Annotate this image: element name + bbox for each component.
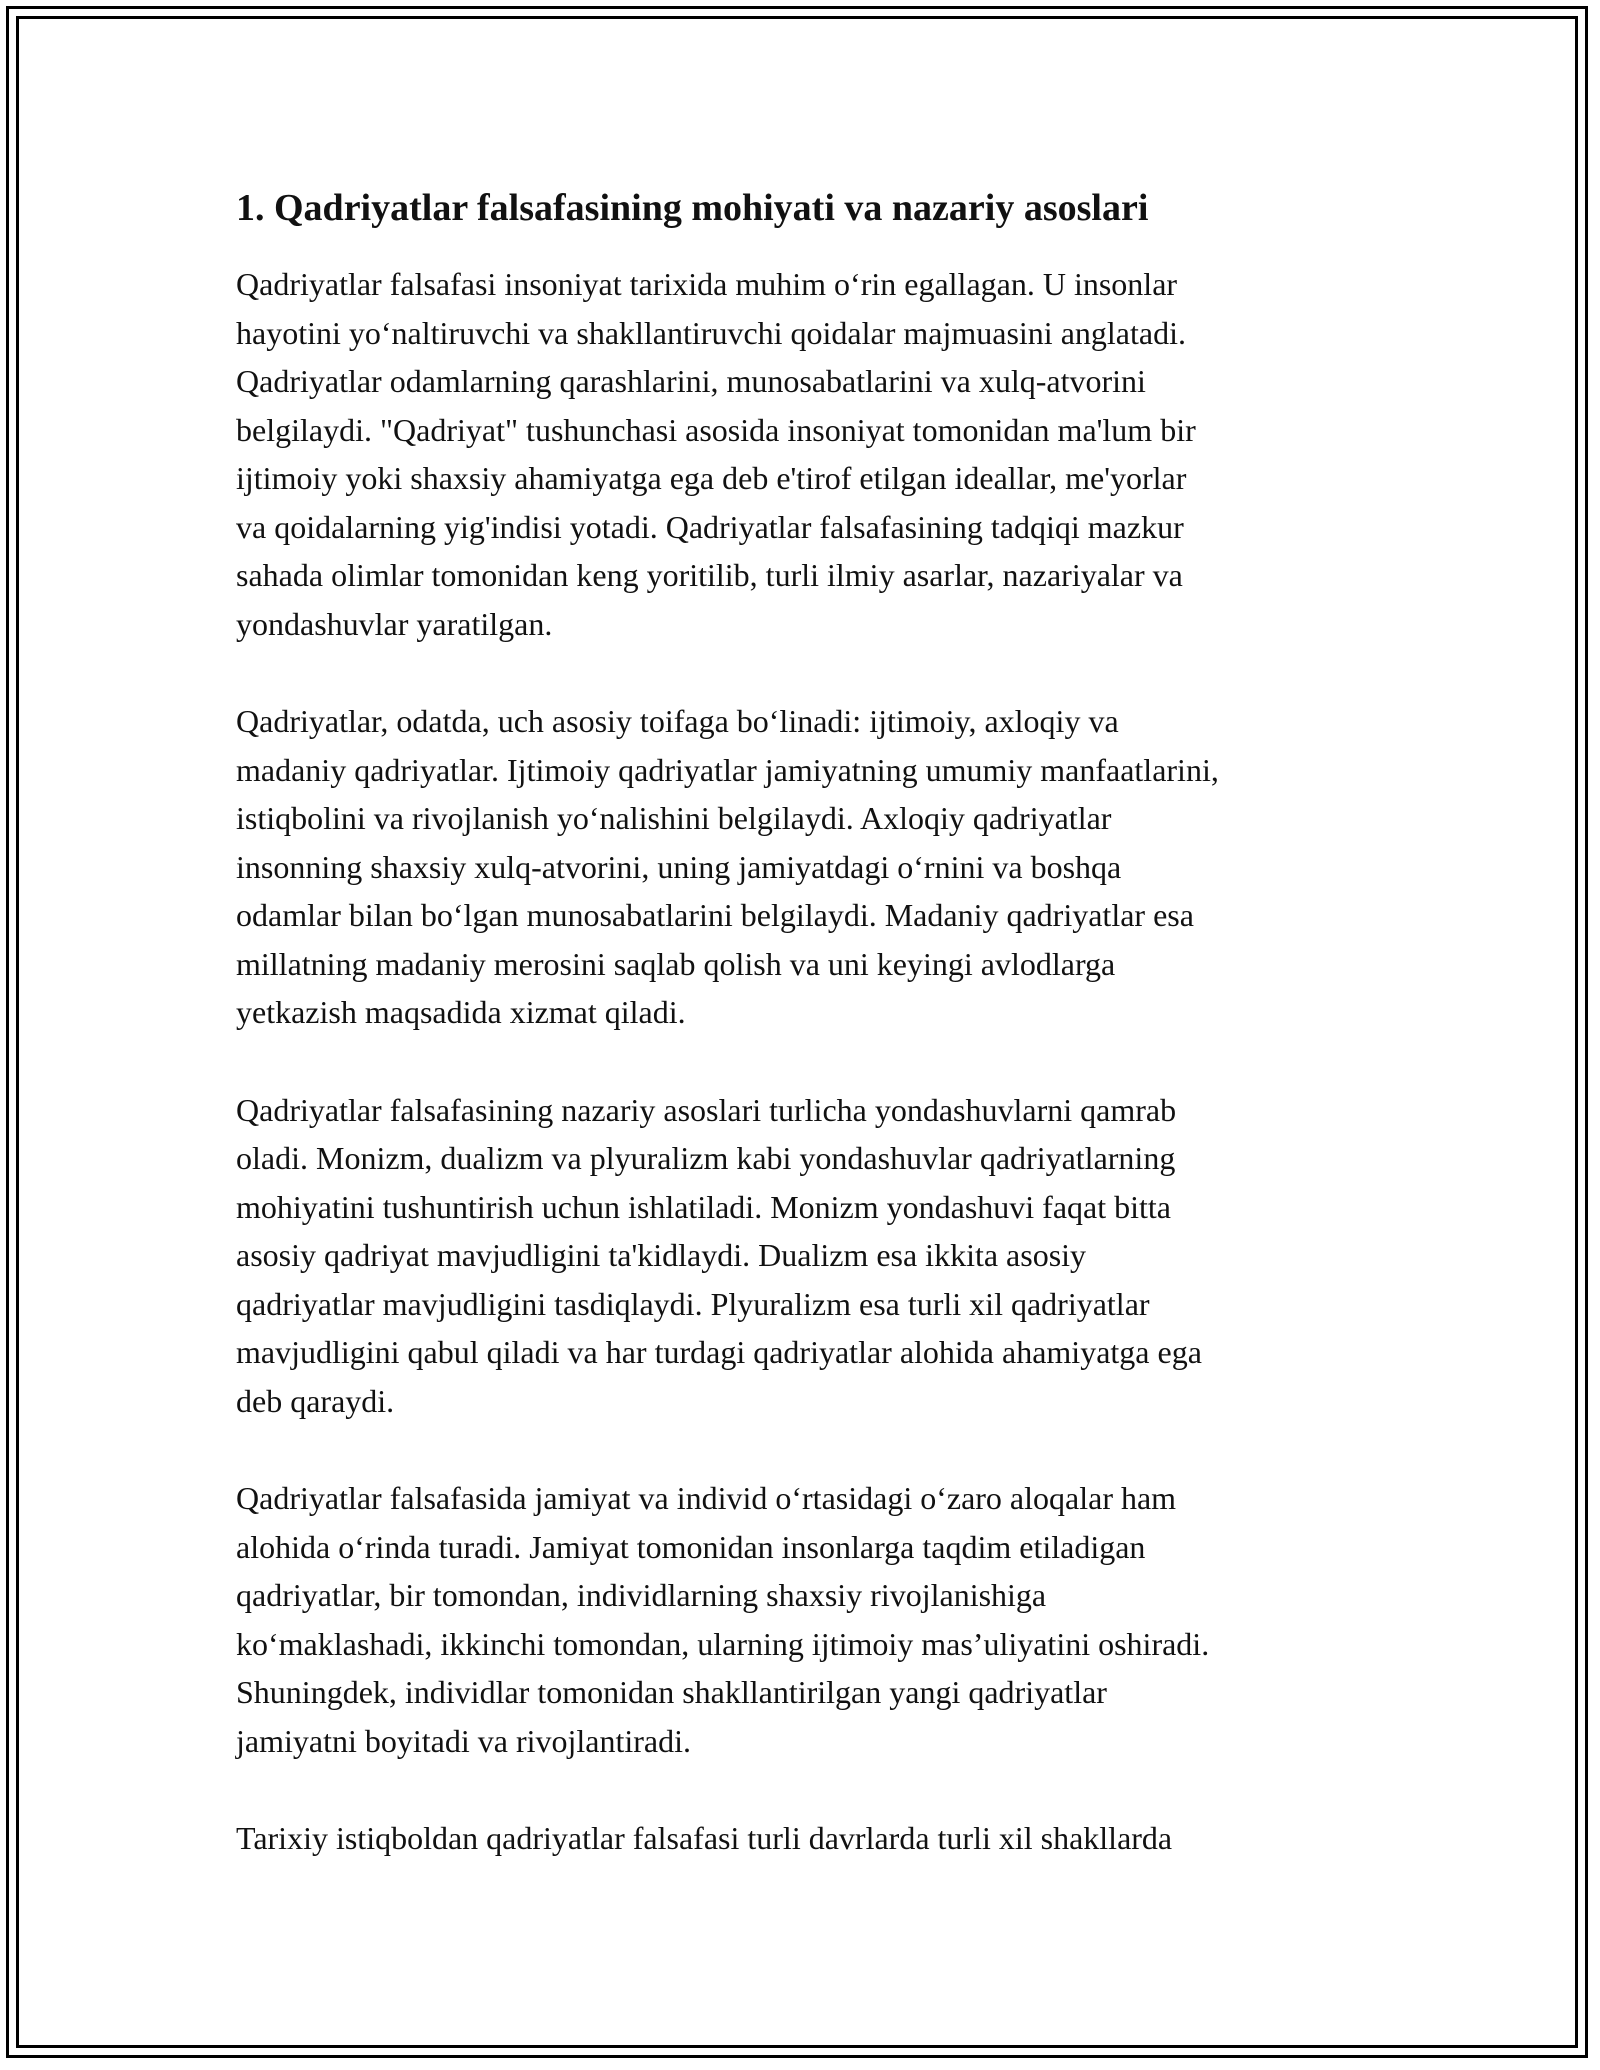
paragraph-line: jamiyatni boyitadi va rivojlantiradi. xyxy=(236,1722,691,1759)
paragraph-line: ko‘maklashadi, ikkinchi tomondan, ularning ijtimoiy mas’uliyatini oshiradi. xyxy=(236,1625,1210,1662)
paragraph-3 xyxy=(236,1086,1366,1426)
paragraph-line: deb qaraydi. xyxy=(236,1382,395,1419)
document-body xyxy=(236,184,1366,1912)
paragraph-line: va qoidalarning yig'indisi yotadi. Qadriyatlar falsafasining tadqiqi mazkur xyxy=(236,508,1184,545)
paragraph-4 xyxy=(236,1474,1366,1765)
paragraph-line: yondashuvlar yaratilgan. xyxy=(236,605,553,642)
paragraph-line: mavjudligini qabul qiladi va har turdagi qadriyatlar alohida ahamiyatga ega xyxy=(236,1334,1202,1370)
paragraph-line: asosiy qadriyat mavjudligini ta'kidlaydi. Dualizm esa ikkita asosiy xyxy=(236,1237,1087,1273)
paragraph-2 xyxy=(236,697,1366,1037)
paragraph-line: hayotini yo‘naltiruvchi va shakllantiruvchi qoidalar majmuasini anglatadi. xyxy=(236,314,1186,351)
paragraph-line: qadriyatlar, bir tomondan, individlarning shaxsiy rivojlanishiga xyxy=(236,1577,1047,1613)
paragraph-line: qadriyatlar mavjudligini tasdiqlaydi. Plyuralizm esa turli xil qadriyatlar xyxy=(236,1285,1150,1322)
paragraph-line: alohida o‘rinda turadi. Jamiyat tomonidan insonlarga taqdim etiladigan xyxy=(236,1528,1146,1565)
paragraph-line: Qadriyatlar, odatda, uch asosiy toifaga bo‘linadi: ijtimoiy, axloqiy va xyxy=(236,703,1119,739)
paragraph-line: Shuningdek, individlar tomonidan shakllantirilgan yangi qadriyatlar xyxy=(236,1674,1107,1710)
paragraph-line: Qadriyatlar falsafasi insoniyat tarixida muhim o‘rin egallagan. U insonlar xyxy=(236,266,1178,302)
paragraph-line: yetkazish maqsadida xizmat qiladi. xyxy=(236,994,686,1030)
paragraph-line: oladi. Monizm, dualizm va plyuralizm kabi yondashuvlar qadriyatlarning xyxy=(236,1140,1176,1176)
paragraph-line: Qadriyatlar falsafasida jamiyat va individ o‘rtasidagi o‘zaro aloqalar ham xyxy=(236,1480,1177,1516)
paragraph-line: Tarixiy istiqboldan qadriyatlar falsafasi turli davrlarda turli xil shakllarda xyxy=(236,1820,1173,1856)
paragraph-line: sahada olimlar tomonidan keng yoritilib, turli ilmiy asarlar, nazariyalar va xyxy=(236,557,1183,593)
paragraph-line: insonning shaxsiy xulq-atvorini, uning jamiyatdagi o‘rnini va boshqa xyxy=(236,848,1122,885)
paragraph-1 xyxy=(236,260,1366,648)
paragraph-5 xyxy=(236,1814,1366,1863)
paragraph-line: millatning madaniy merosini saqlab qolish va uni keyingi avlodlarga xyxy=(236,945,1116,982)
paragraph-line: ijtimoiy yoki shaxsiy ahamiyatga ega deb e'tirof etilgan ideallar, me'yorlar xyxy=(236,460,1187,496)
section-heading: 1. Qadriyatlar falsafasining mohiyati va nazariy asoslari xyxy=(236,187,1149,229)
paragraph-line: mohiyatini tushuntirish uchun ishlatiladi. Monizm yondashuvi faqat bitta xyxy=(236,1188,1171,1225)
paragraph-line: odamlar bilan bo‘lgan munosabatlarini belgilaydi. Madaniy qadriyatlar esa xyxy=(236,897,1194,933)
paragraph-line: Qadriyatlar odamlarning qarashlarini, munosabatlarini va xulq-atvorini xyxy=(236,363,1146,399)
paragraph-line: Qadriyatlar falsafasining nazariy asoslari turlicha yondashuvlarni qamrab xyxy=(236,1091,1177,1128)
paragraph-line: istiqbolini va rivojlanish yo‘nalishini belgilaydi. Axloqiy qadriyatlar xyxy=(236,800,1112,836)
paragraph-line: belgilaydi. "Qadriyat" tushunchasi asosida insoniyat tomonidan ma'lum bir xyxy=(236,411,1196,448)
paragraph-line: madaniy qadriyatlar. Ijtimoiy qadriyatlar jamiyatning umumiy manfaatlarini, xyxy=(236,751,1219,788)
